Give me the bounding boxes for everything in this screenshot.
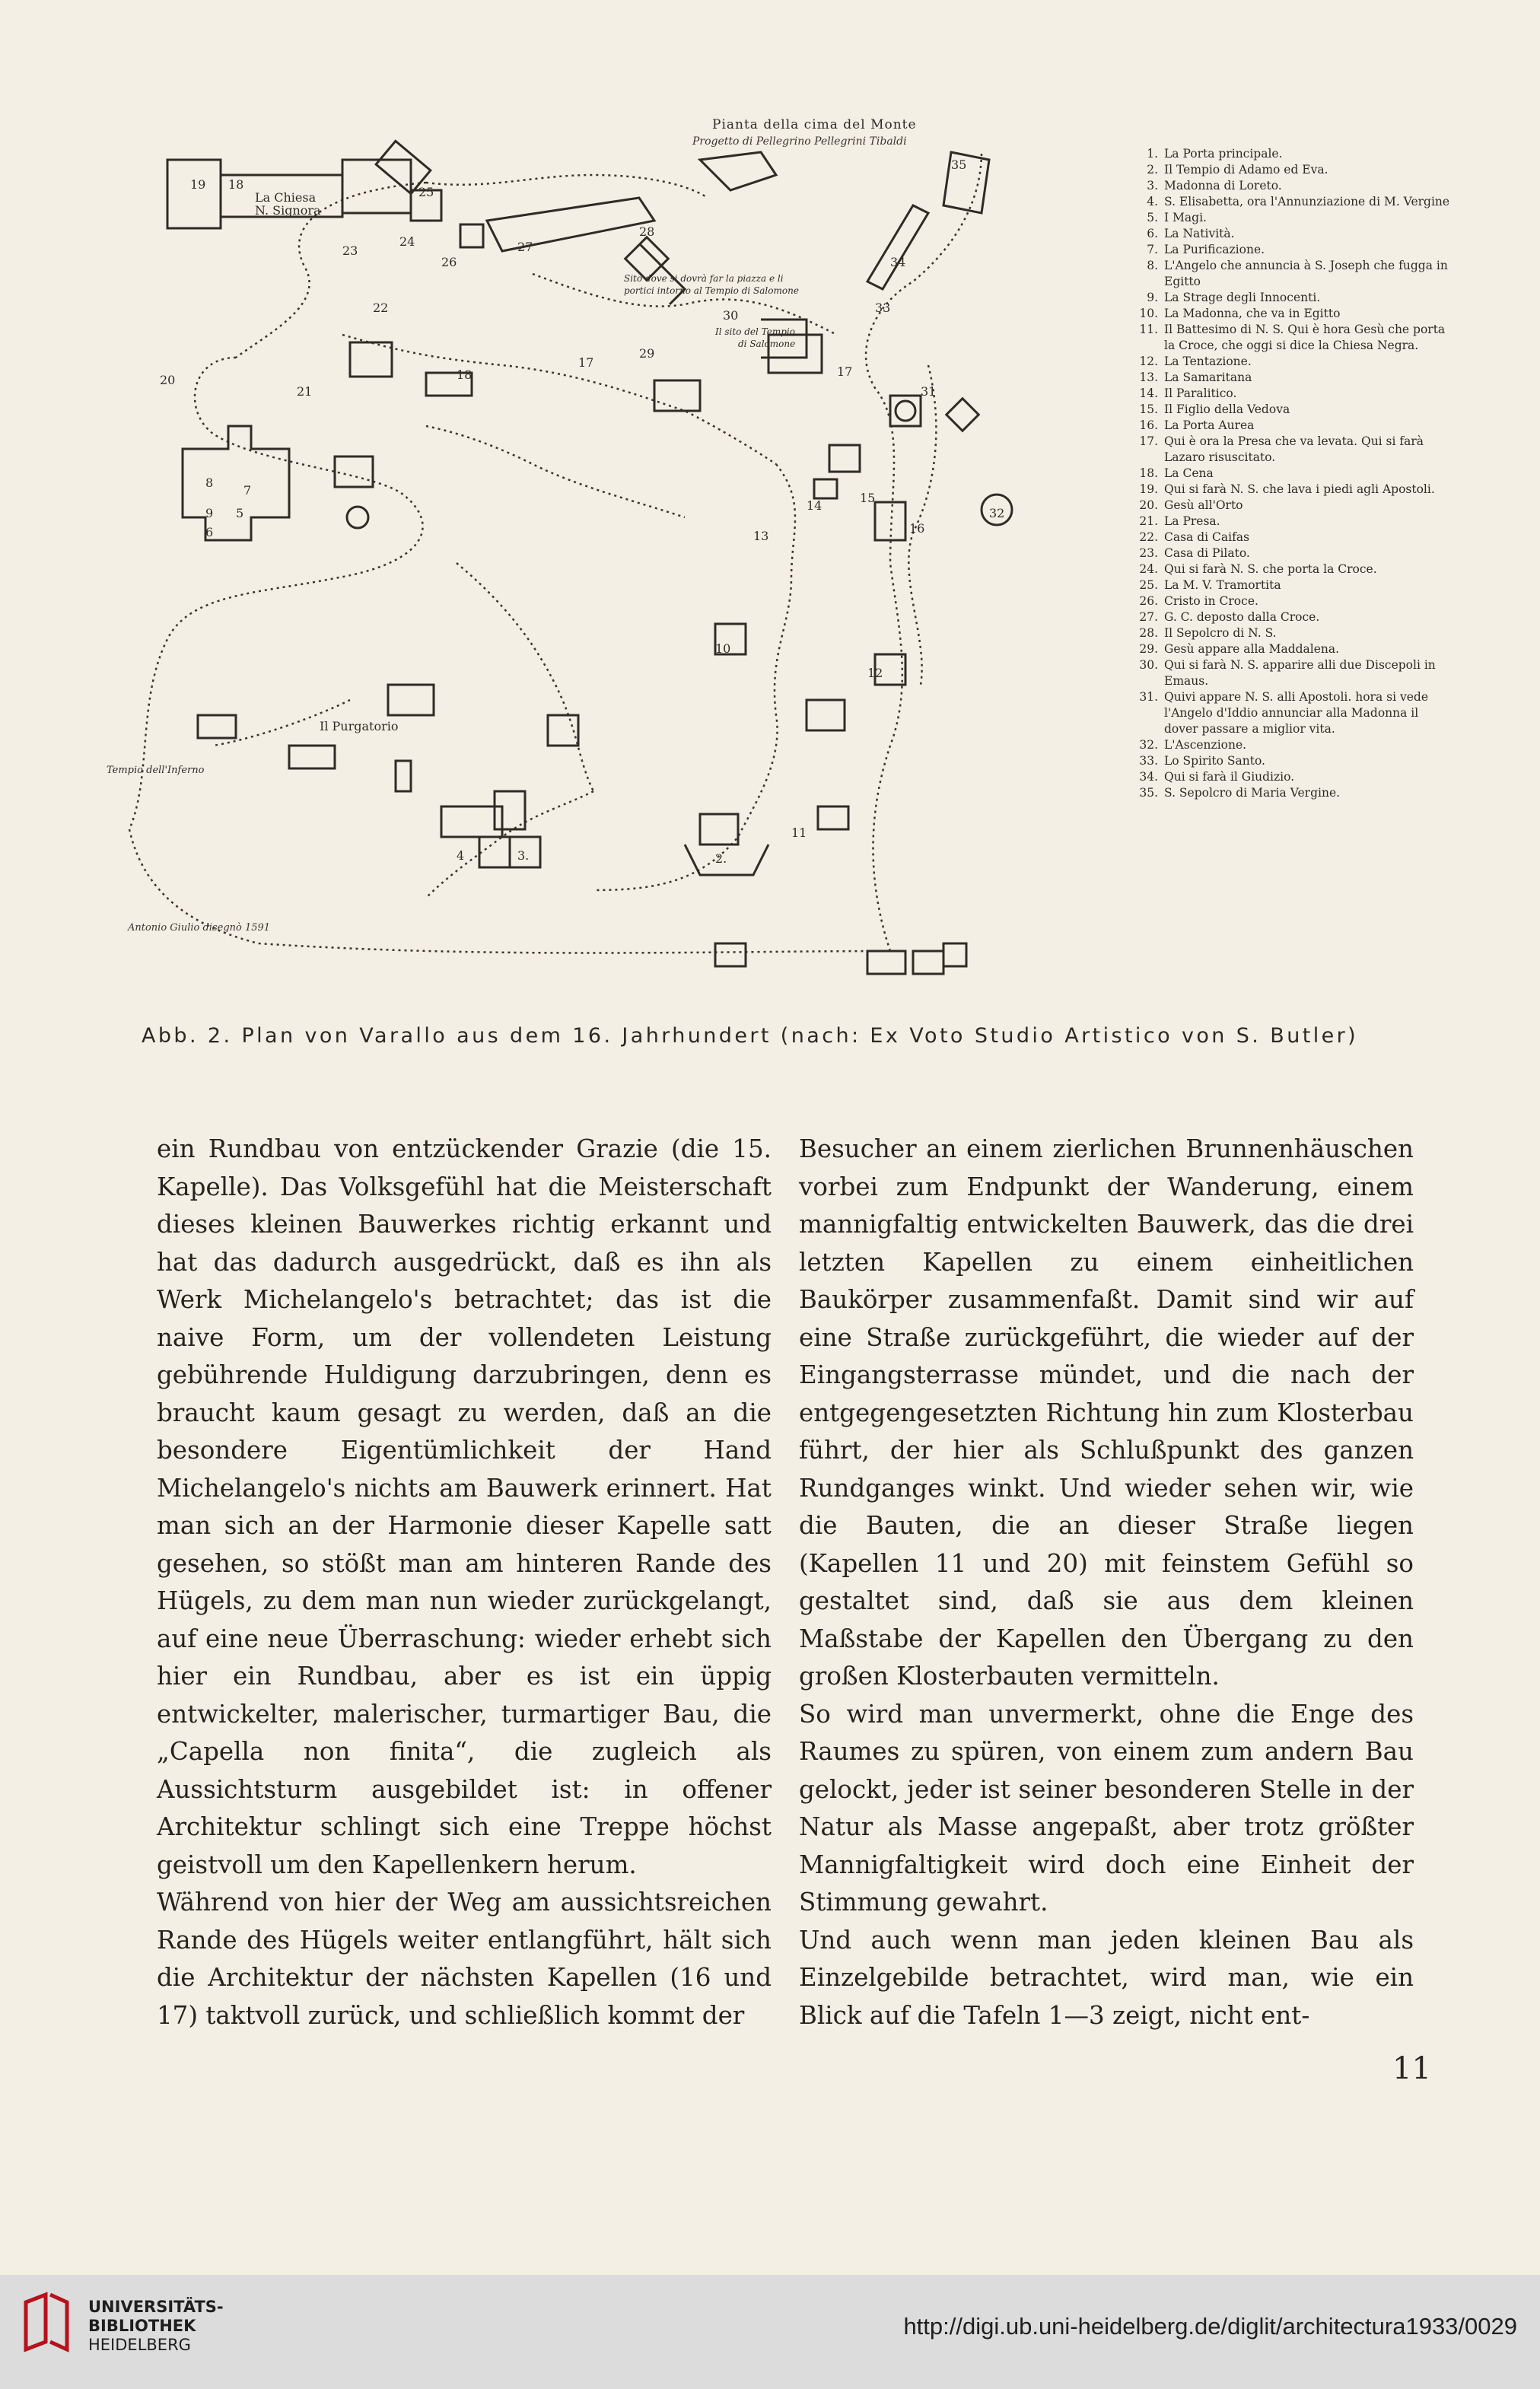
legend-text: L'Angelo che annuncia à S. Joseph che fugga in Egitto [1164, 259, 1448, 288]
svg-text:10: 10 [715, 641, 731, 656]
legend-item [1132, 386, 1452, 402]
library-name: UNIVERSITÄTS- BIBLIOTHEK HEIDELBERG [88, 2298, 224, 2354]
legend-item [1132, 785, 1452, 801]
legend-number: 34. [1139, 770, 1158, 784]
legend-text: Gesù all'Orto [1164, 498, 1243, 512]
legend-item [1132, 625, 1452, 641]
legend-text: La M. V. Tramortita [1164, 578, 1281, 592]
legend-item [1132, 210, 1452, 226]
legend-item [1132, 641, 1452, 657]
svg-text:23: 23 [342, 243, 358, 258]
legend-text: I Magi. [1164, 211, 1207, 224]
legend-text: Qui si farà N. S. che porta la Croce. [1164, 562, 1377, 576]
legend-item [1132, 418, 1452, 434]
svg-text:portici intorno al Tempio di S: portici intorno al Tempio di Salomone [624, 285, 799, 296]
svg-text:5: 5 [236, 506, 244, 520]
svg-text:32: 32 [989, 506, 1005, 520]
legend-item [1132, 290, 1452, 306]
svg-text:21: 21 [297, 384, 313, 399]
figure-caption: Abb. 2. Plan von Varallo aus dem 16. Jahrhundert (nach: Ex Voto Studio Artistico von S. Butler) [142, 1024, 1359, 1048]
svg-text:La Chiesa: La Chiesa [255, 190, 317, 205]
svg-text:19: 19 [190, 177, 206, 192]
svg-text:11: 11 [791, 825, 807, 840]
legend-number: 3. [1147, 179, 1158, 192]
legend-item [1132, 561, 1452, 577]
legend-text: Il Paralitico. [1164, 387, 1237, 400]
legend-number: 26. [1139, 594, 1158, 608]
legend-text: Qui si farà N. S. apparire alli due Discepoli in Emaus. [1164, 658, 1436, 688]
svg-text:di Salomone: di Salomone [738, 339, 796, 349]
svg-text:28: 28 [639, 224, 655, 239]
legend-number: 29. [1139, 642, 1158, 656]
legend-text: Casa di Pilato. [1164, 546, 1250, 560]
svg-text:33: 33 [875, 301, 891, 315]
svg-text:6: 6 [205, 525, 214, 539]
legend-item [1132, 753, 1452, 769]
legend-text: La Strage degli Innocenti. [1164, 291, 1321, 304]
svg-text:27: 27 [517, 240, 533, 254]
svg-text:24: 24 [399, 234, 415, 249]
svg-text:22: 22 [373, 301, 389, 315]
svg-text:25: 25 [418, 185, 434, 199]
legend-item [1132, 226, 1452, 242]
svg-text:Sito dove si dovrà far la piaz: Sito dove si dovrà far la piazza e li [624, 273, 784, 284]
legend-item [1132, 466, 1452, 482]
svg-text:Il Purgatorio: Il Purgatorio [320, 719, 399, 733]
svg-text:Il sito del Tempio: Il sito del Tempio [715, 326, 795, 337]
svg-text:14: 14 [807, 498, 822, 513]
legend-number: 20. [1139, 498, 1158, 512]
source-url-link[interactable]: http://digi.ub.uni-heidelberg.de/diglit/architectura1933/0029 [903, 2313, 1517, 2340]
svg-text:31: 31 [921, 384, 937, 399]
varallo-plan-map [107, 107, 1126, 981]
svg-text:9: 9 [205, 506, 214, 520]
legend-number: 28. [1139, 626, 1158, 640]
legend-item [1132, 162, 1452, 178]
legend-number: 31. [1139, 690, 1158, 704]
legend-number: 2. [1147, 163, 1158, 177]
legend-text: S. Elisabetta, ora l'Annunziazione di M. Vergine [1164, 195, 1450, 208]
map-title: Pianta della cima del Monte [712, 117, 917, 132]
legend-text: La Cena [1164, 466, 1214, 480]
legend-text: S. Sepolcro di Maria Vergine. [1164, 786, 1341, 800]
map-subtitle: Progetto di Pellegrino Pellegrini Tibaldi [692, 135, 907, 148]
legend-item [1132, 258, 1452, 290]
legend-item [1132, 689, 1452, 737]
legend-item [1132, 370, 1452, 386]
legend-text: G. C. deposto dalla Croce. [1164, 610, 1320, 624]
svg-text:30: 30 [723, 308, 739, 323]
legend-item [1132, 178, 1452, 194]
legend-number: 25. [1139, 578, 1158, 592]
legend-item [1132, 530, 1452, 546]
paragraph: Besucher an einem zierlichen Brunnenhäuschen vorbei zum Endpunkt der Wanderung, einem mannigfaltig entwickelten Bauwerk, das die drei letzten Kapellen zu einem einheitlichen Baukörper zusammenfaßt. Damit sind wir auf eine Straße zurückgeführt, die wieder auf der Eingangsterrasse mündet, und die nach der entgegengesetzten Richtung hin zum Klosterbau führt, der hier als Schlußpunkt des ganzen Rundganges winkt. Und wieder sehen wir, wie die Bauten, die an dieser Straße liegen (Kapellen 11 und 20) mit feinstem Gefühl so gestaltet sind, daß sie aus dem kleinen Maßstabe der Kapellen den Übergang zu den großen Klosterbauten vermitteln. [799, 1134, 1414, 1691]
legend-number: 22. [1139, 530, 1158, 544]
legend-number: 10. [1139, 307, 1158, 320]
svg-text:34: 34 [890, 255, 906, 269]
legend-number: 18. [1139, 466, 1158, 480]
svg-text:4: 4 [457, 848, 465, 863]
paragraph: Während von hier der Weg am aussichtsreichen Rande des Hügels weiter entlangführt, hält sich die Architektur der nächsten Kapellen (16 und 17) taktvoll zurück, und schließlich kommt der [157, 1888, 772, 2030]
svg-text:17: 17 [837, 364, 853, 379]
legend-number: 24. [1139, 562, 1158, 576]
legend-item [1132, 657, 1452, 689]
legend-text: La Samaritana [1164, 371, 1252, 384]
legend-item [1132, 498, 1452, 514]
legend-item [1132, 609, 1452, 625]
paragraph: So wird man unvermerkt, ohne die Enge des Raumes zu spüren, von einem zum andern Bau gelockt, jeder ist seiner besonderen Stelle in der Natur als Masse angepaßt, aber trotz größter Mannigfaltigkeit wird doch eine Einheit der Stimmung gewahrt. [799, 1699, 1414, 1917]
legend-text: Madonna di Loreto. [1164, 179, 1282, 192]
legend-number: 15. [1139, 402, 1158, 416]
legend-item [1132, 194, 1452, 210]
legend-item [1132, 769, 1452, 785]
legend-text: L'Ascenzione. [1164, 738, 1247, 752]
legend-text: Qui si farà il Giudizio. [1164, 770, 1295, 784]
legend-number: 27. [1139, 610, 1158, 624]
legend-text: Casa di Caifas [1164, 530, 1250, 544]
legend-number: 5. [1147, 211, 1158, 224]
legend-item [1132, 402, 1452, 418]
legend-number: 1. [1147, 147, 1158, 161]
legend-number: 13. [1139, 371, 1158, 384]
legend-number: 11. [1139, 323, 1158, 336]
legend-item [1132, 322, 1452, 354]
legend-item [1132, 593, 1452, 609]
legend-text: La Natività. [1164, 227, 1235, 240]
legend-text: Cristo in Croce. [1164, 594, 1258, 608]
svg-text:16: 16 [909, 521, 925, 536]
legend-text: La Madonna, che va in Egitto [1164, 307, 1341, 320]
legend-number: 19. [1139, 482, 1158, 496]
legend-item [1132, 737, 1452, 753]
legend-item [1132, 546, 1452, 561]
legend-number: 21. [1139, 514, 1158, 528]
legend-number: 33. [1139, 754, 1158, 768]
legend-number: 4. [1147, 195, 1158, 208]
legend-number: 8. [1147, 259, 1158, 272]
svg-text:35: 35 [951, 157, 967, 172]
legend-item [1132, 577, 1452, 593]
legend-number: 35. [1139, 786, 1158, 800]
svg-text:20: 20 [160, 373, 176, 387]
legend-number: 16. [1139, 418, 1158, 432]
svg-text:8: 8 [205, 476, 214, 490]
legend-text: Il Figlio della Vedova [1164, 402, 1290, 416]
legend-item [1132, 306, 1452, 322]
legend-text: La Presa. [1164, 514, 1220, 528]
text-column-right [799, 1131, 1414, 2034]
svg-text:7: 7 [243, 483, 252, 498]
legend-text: La Purificazione. [1164, 243, 1265, 256]
legend-item [1132, 482, 1452, 498]
svg-text:17: 17 [578, 355, 594, 370]
paragraph: ein Rundbau von entzückender Grazie (die 15. Kapelle). Das Volksgefühl hat die Meisterschaft dieses kleinen Bauwerkes richtig erkannt und hat das dadurch ausgedrückt, daß es ihn als Werk Michelangelo's betrachtet; das ist die naive Form, um der vollendeten Leistung gebührende Huldigung darzubringen, denn es braucht kaum gesagt zu werden, daß an die besondere Eigentümlichkeit der Hand Michelangelo's nichts am Bauwerk erinnert. Hat man sich an der Harmonie dieser Kapelle satt gesehen, so stößt man am hinteren Rande des Hügels, zu dem man nun wieder zurückgelangt, auf eine neue Überraschung: wieder erhebt sich hier ein Rundbau, aber es ist ein üppig entwickelter, malerischer, turmartiger Bau, die „Capella non finita“, die zugleich als Aussichtsturm ausgebildet ist: in offener Architektur schlingt sich eine Treppe höchst geistvoll um den Kapellenkern herum. [157, 1134, 772, 1879]
svg-text:18: 18 [457, 367, 473, 382]
legend-text: Qui è ora la Presa che va levata. Qui si farà Lazaro risuscitato. [1164, 434, 1424, 464]
legend-text: Quivi appare N. S. alli Apostoli. hora si vede l'Angelo d'Iddio annunciar alla Madonna il dover passare a miglior vita. [1164, 690, 1428, 736]
text-column-left [157, 1131, 772, 2034]
svg-text:15: 15 [860, 491, 876, 505]
legend-item [1132, 514, 1452, 530]
legend-item [1132, 146, 1452, 162]
legend-number: 23. [1139, 546, 1158, 560]
legend-number: 7. [1147, 243, 1158, 256]
footer-bar [0, 2275, 1540, 2389]
legend-text: Il Sepolcro di N. S. [1164, 626, 1277, 640]
legend-number: 9. [1147, 291, 1158, 304]
svg-text:12: 12 [867, 666, 883, 680]
legend-text: Gesù appare alla Maddalena. [1164, 642, 1340, 656]
legend-text: Lo Spirito Santo. [1164, 754, 1265, 768]
svg-text:Tempio dell'Inferno: Tempio dell'Inferno [107, 765, 205, 776]
legend-text: Qui si farà N. S. che lava i piedi agli Apostoli. [1164, 482, 1435, 496]
legend-number: 30. [1139, 658, 1158, 672]
legend-number: 32. [1139, 738, 1158, 752]
legend-text: La Tentazione. [1164, 355, 1252, 368]
legend-number: 6. [1147, 227, 1158, 240]
legend-item [1132, 434, 1452, 466]
svg-text:26: 26 [441, 255, 457, 269]
svg-text:13: 13 [753, 529, 769, 543]
map-signature: Antonio Giulio disegnò 1591 [128, 922, 271, 934]
legend-number: 14. [1139, 387, 1158, 400]
legend-text: Il Tempio di Adamo ed Eva. [1164, 163, 1328, 177]
map-legend [1132, 146, 1452, 801]
legend-item [1132, 354, 1452, 370]
paragraph: Und auch wenn man jeden kleinen Bau als Einzelgebilde betrachtet, wird man, wie ein Blick auf die Tafeln 1—3 zeigt, nicht ent- [799, 1925, 1414, 2030]
svg-text:29: 29 [639, 346, 655, 361]
svg-text:18: 18 [228, 177, 244, 192]
legend-text: La Porta Aurea [1164, 418, 1255, 432]
library-logo-icon [23, 2292, 70, 2352]
legend-item [1132, 242, 1452, 258]
legend-number: 12. [1139, 355, 1158, 368]
page-number: 11 [1392, 2051, 1431, 2086]
legend-number: 17. [1139, 434, 1158, 448]
svg-text:N. Signora: N. Signora [255, 203, 321, 218]
legend-text: Il Battesimo di N. S. Qui è hora Gesù che porta la Croce, che oggi si dice la Chiesa Negra. [1164, 323, 1446, 352]
svg-text:2.: 2. [715, 851, 727, 866]
legend-text: La Porta principale. [1164, 147, 1283, 161]
svg-text:3.: 3. [517, 848, 530, 863]
